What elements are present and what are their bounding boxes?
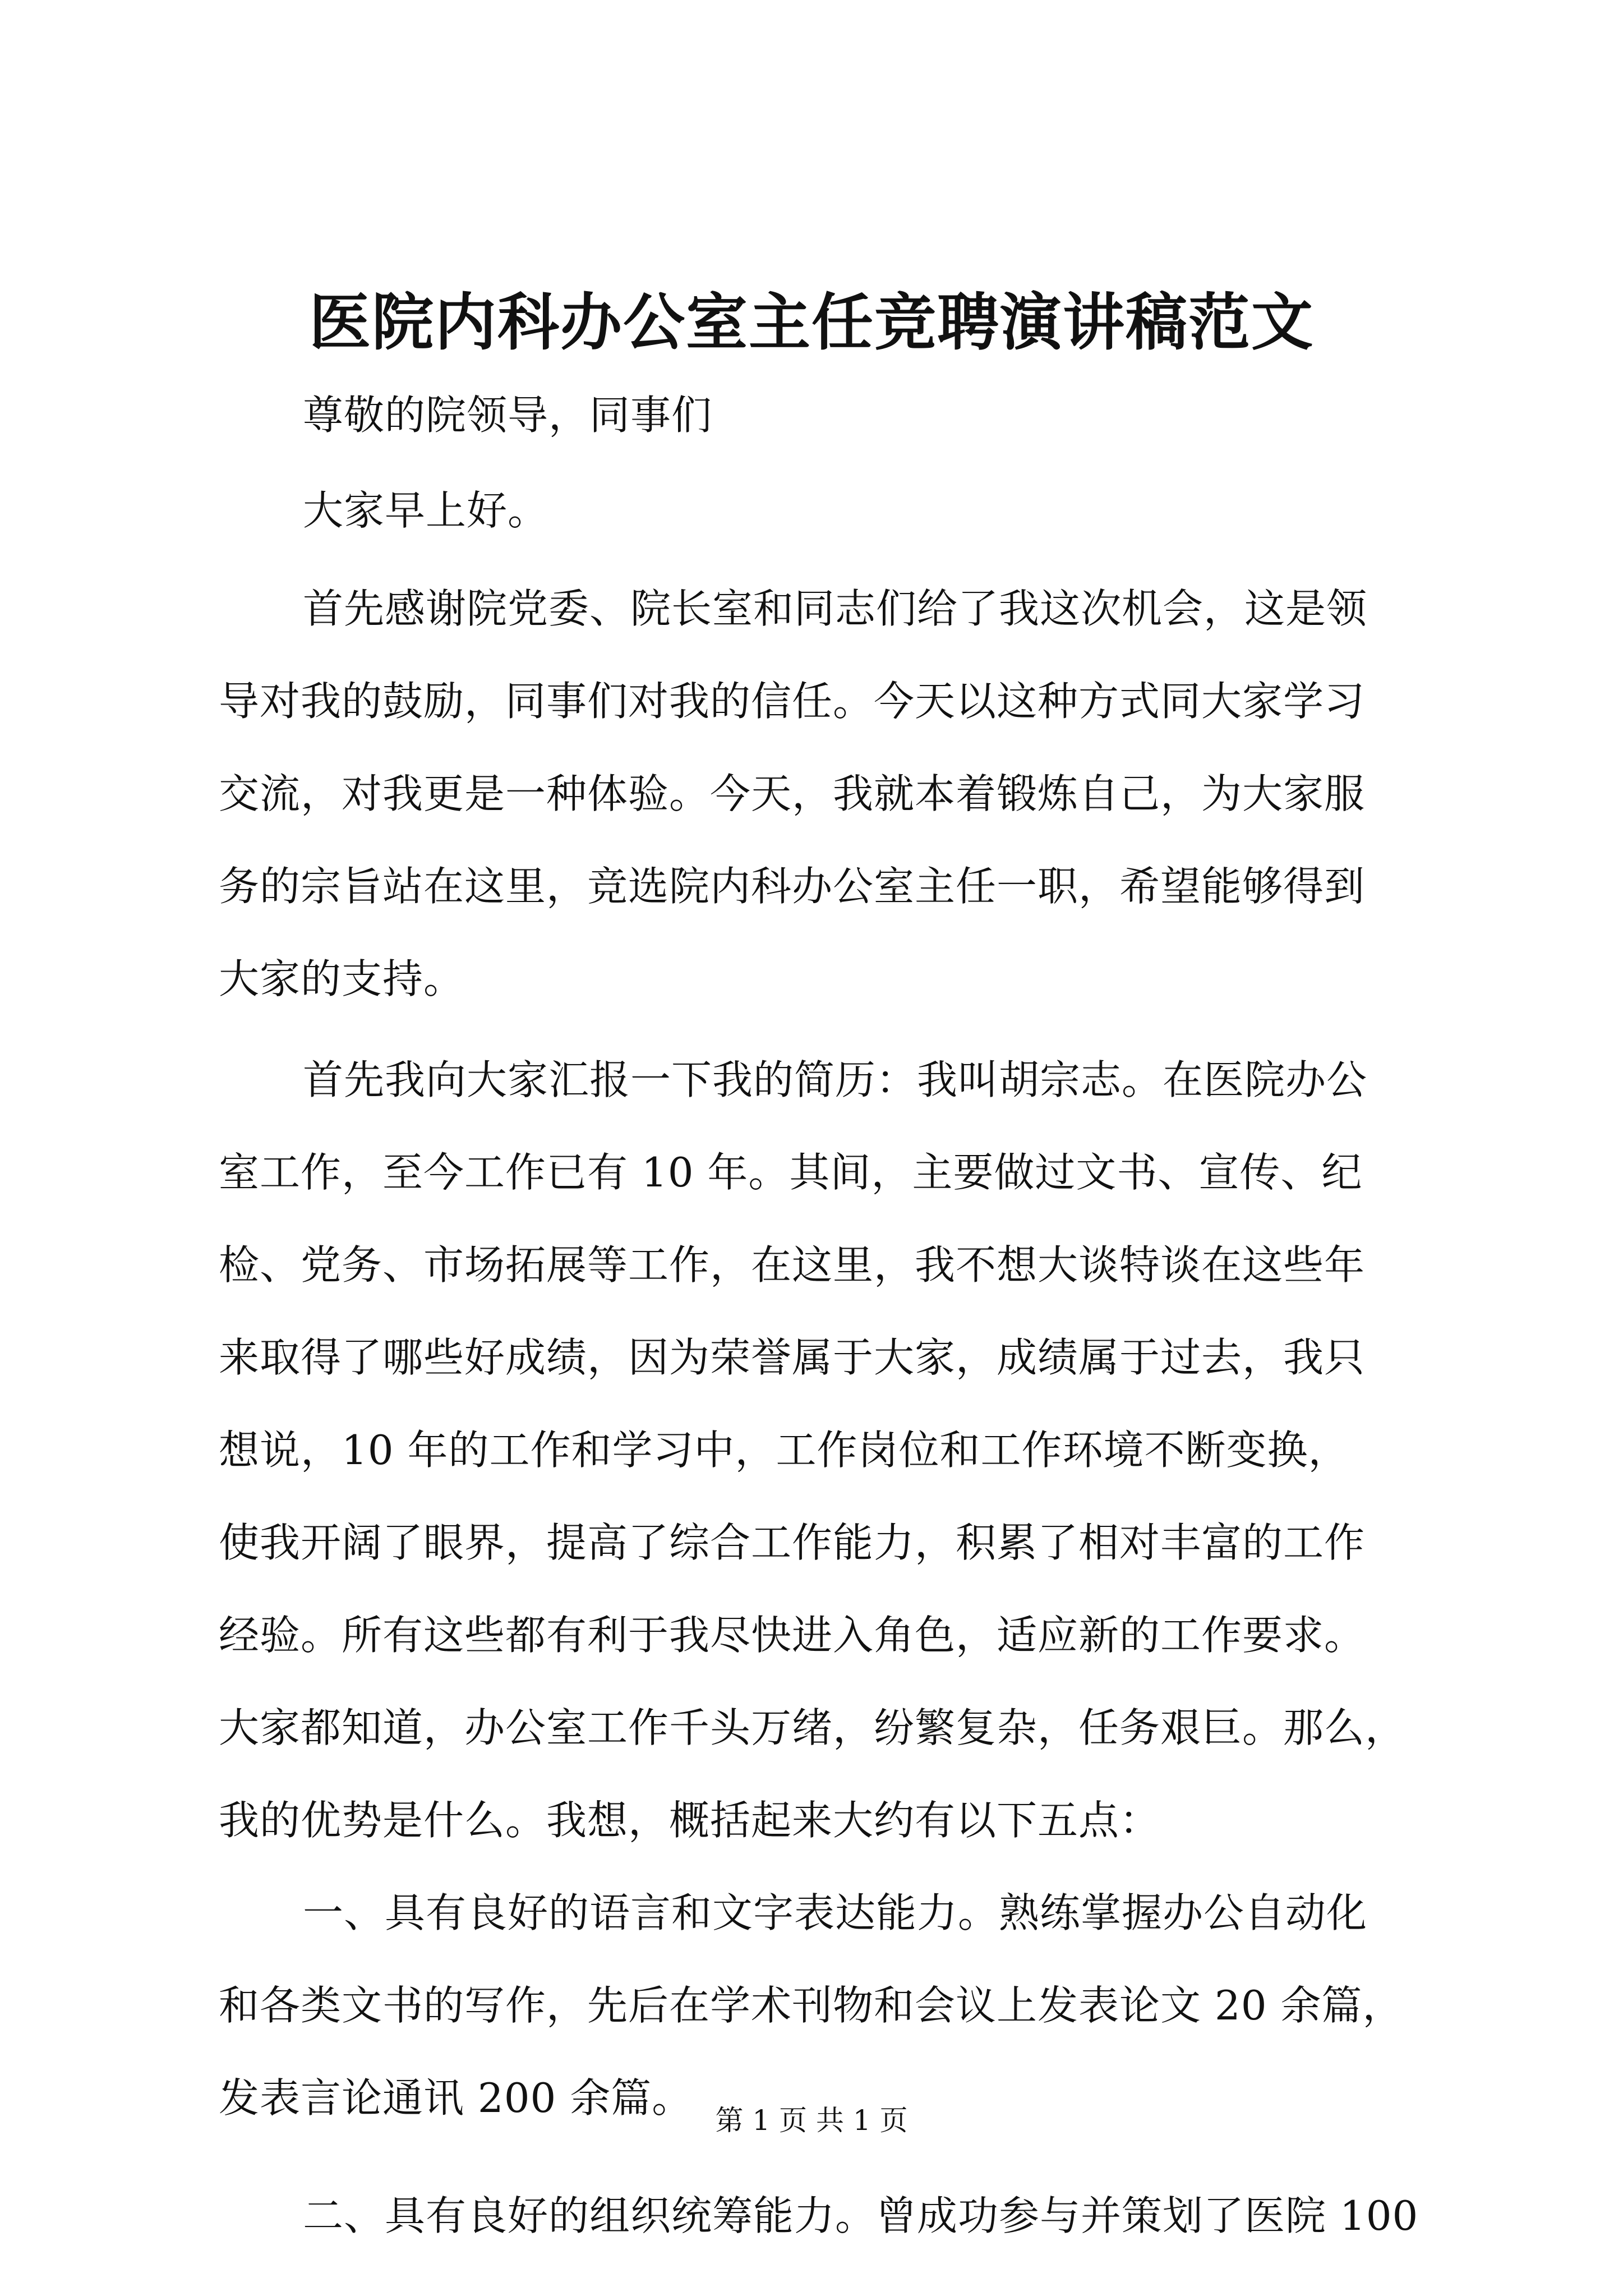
salutation-line: 尊敬的院领导，同事们 [303, 392, 713, 439]
body-line: 和各类文书的写作，先后在学术刊物和会议上发表论文 20 余篇， [219, 1982, 1404, 2029]
page-number-footer: 第 1 页 共 1 页 [715, 2104, 908, 2137]
body-line: 导对我的鼓励，同事们对我的信任。今天以这种方式同大家学习 [219, 678, 1366, 725]
body-line: 务的宗旨站在这里，竞选院内科办公室主任一职，希望能够得到 [219, 863, 1366, 910]
body-line: 使我开阔了眼界，提高了综合工作能力，积累了相对丰富的工作 [219, 1519, 1366, 1566]
body-line: 想说，10 年的工作和学习中，工作岗位和工作环境不断变换， [219, 1427, 1349, 1474]
body-line: 大家都知道，办公室工作千头万绪，纷繁复杂，任务艰巨。那么， [219, 1704, 1407, 1751]
body-line: 首先感谢院党委、院长室和同志们给了我这次机会，这是领 [303, 585, 1368, 632]
body-line: 大家的支持。 [219, 955, 465, 1002]
body-line: 我的优势是什么。我想，概括起来大约有以下五点： [219, 1797, 1161, 1844]
body-line: 检、党务、市场拓展等工作，在这里，我不想大谈特谈在这些年 [219, 1241, 1366, 1289]
body-line: 经验。所有这些都有利于我尽快进入角色，适应新的工作要求。 [219, 1612, 1366, 1659]
body-line: 发表言论通讯 200 余篇。 [219, 2074, 693, 2122]
body-line: 来取得了哪些好成绩，因为荣誉属于大家，成绩属于过去，我只 [219, 1334, 1366, 1381]
body-line: 室工作，至今工作已有 10 年。其间，主要做过文书、宣传、纪 [219, 1149, 1363, 1196]
body-line: 一、具有良好的语言和文字表达能力。熟练掌握办公自动化 [303, 1889, 1368, 1936]
body-line: 首先我向大家汇报一下我的简历：我叫胡宗志。在医院办公 [303, 1056, 1368, 1103]
greeting-line: 大家早上好。 [303, 487, 549, 534]
body-line: 二、具有良好的组织统筹能力。曾成功参与并策划了医院 100 [303, 2192, 1419, 2239]
body-line: 交流，对我更是一种体验。今天，我就本着锻炼自己，为大家服 [219, 770, 1366, 817]
document-title: 医院内科办公室主任竞聘演讲稿范文 [309, 286, 1314, 358]
